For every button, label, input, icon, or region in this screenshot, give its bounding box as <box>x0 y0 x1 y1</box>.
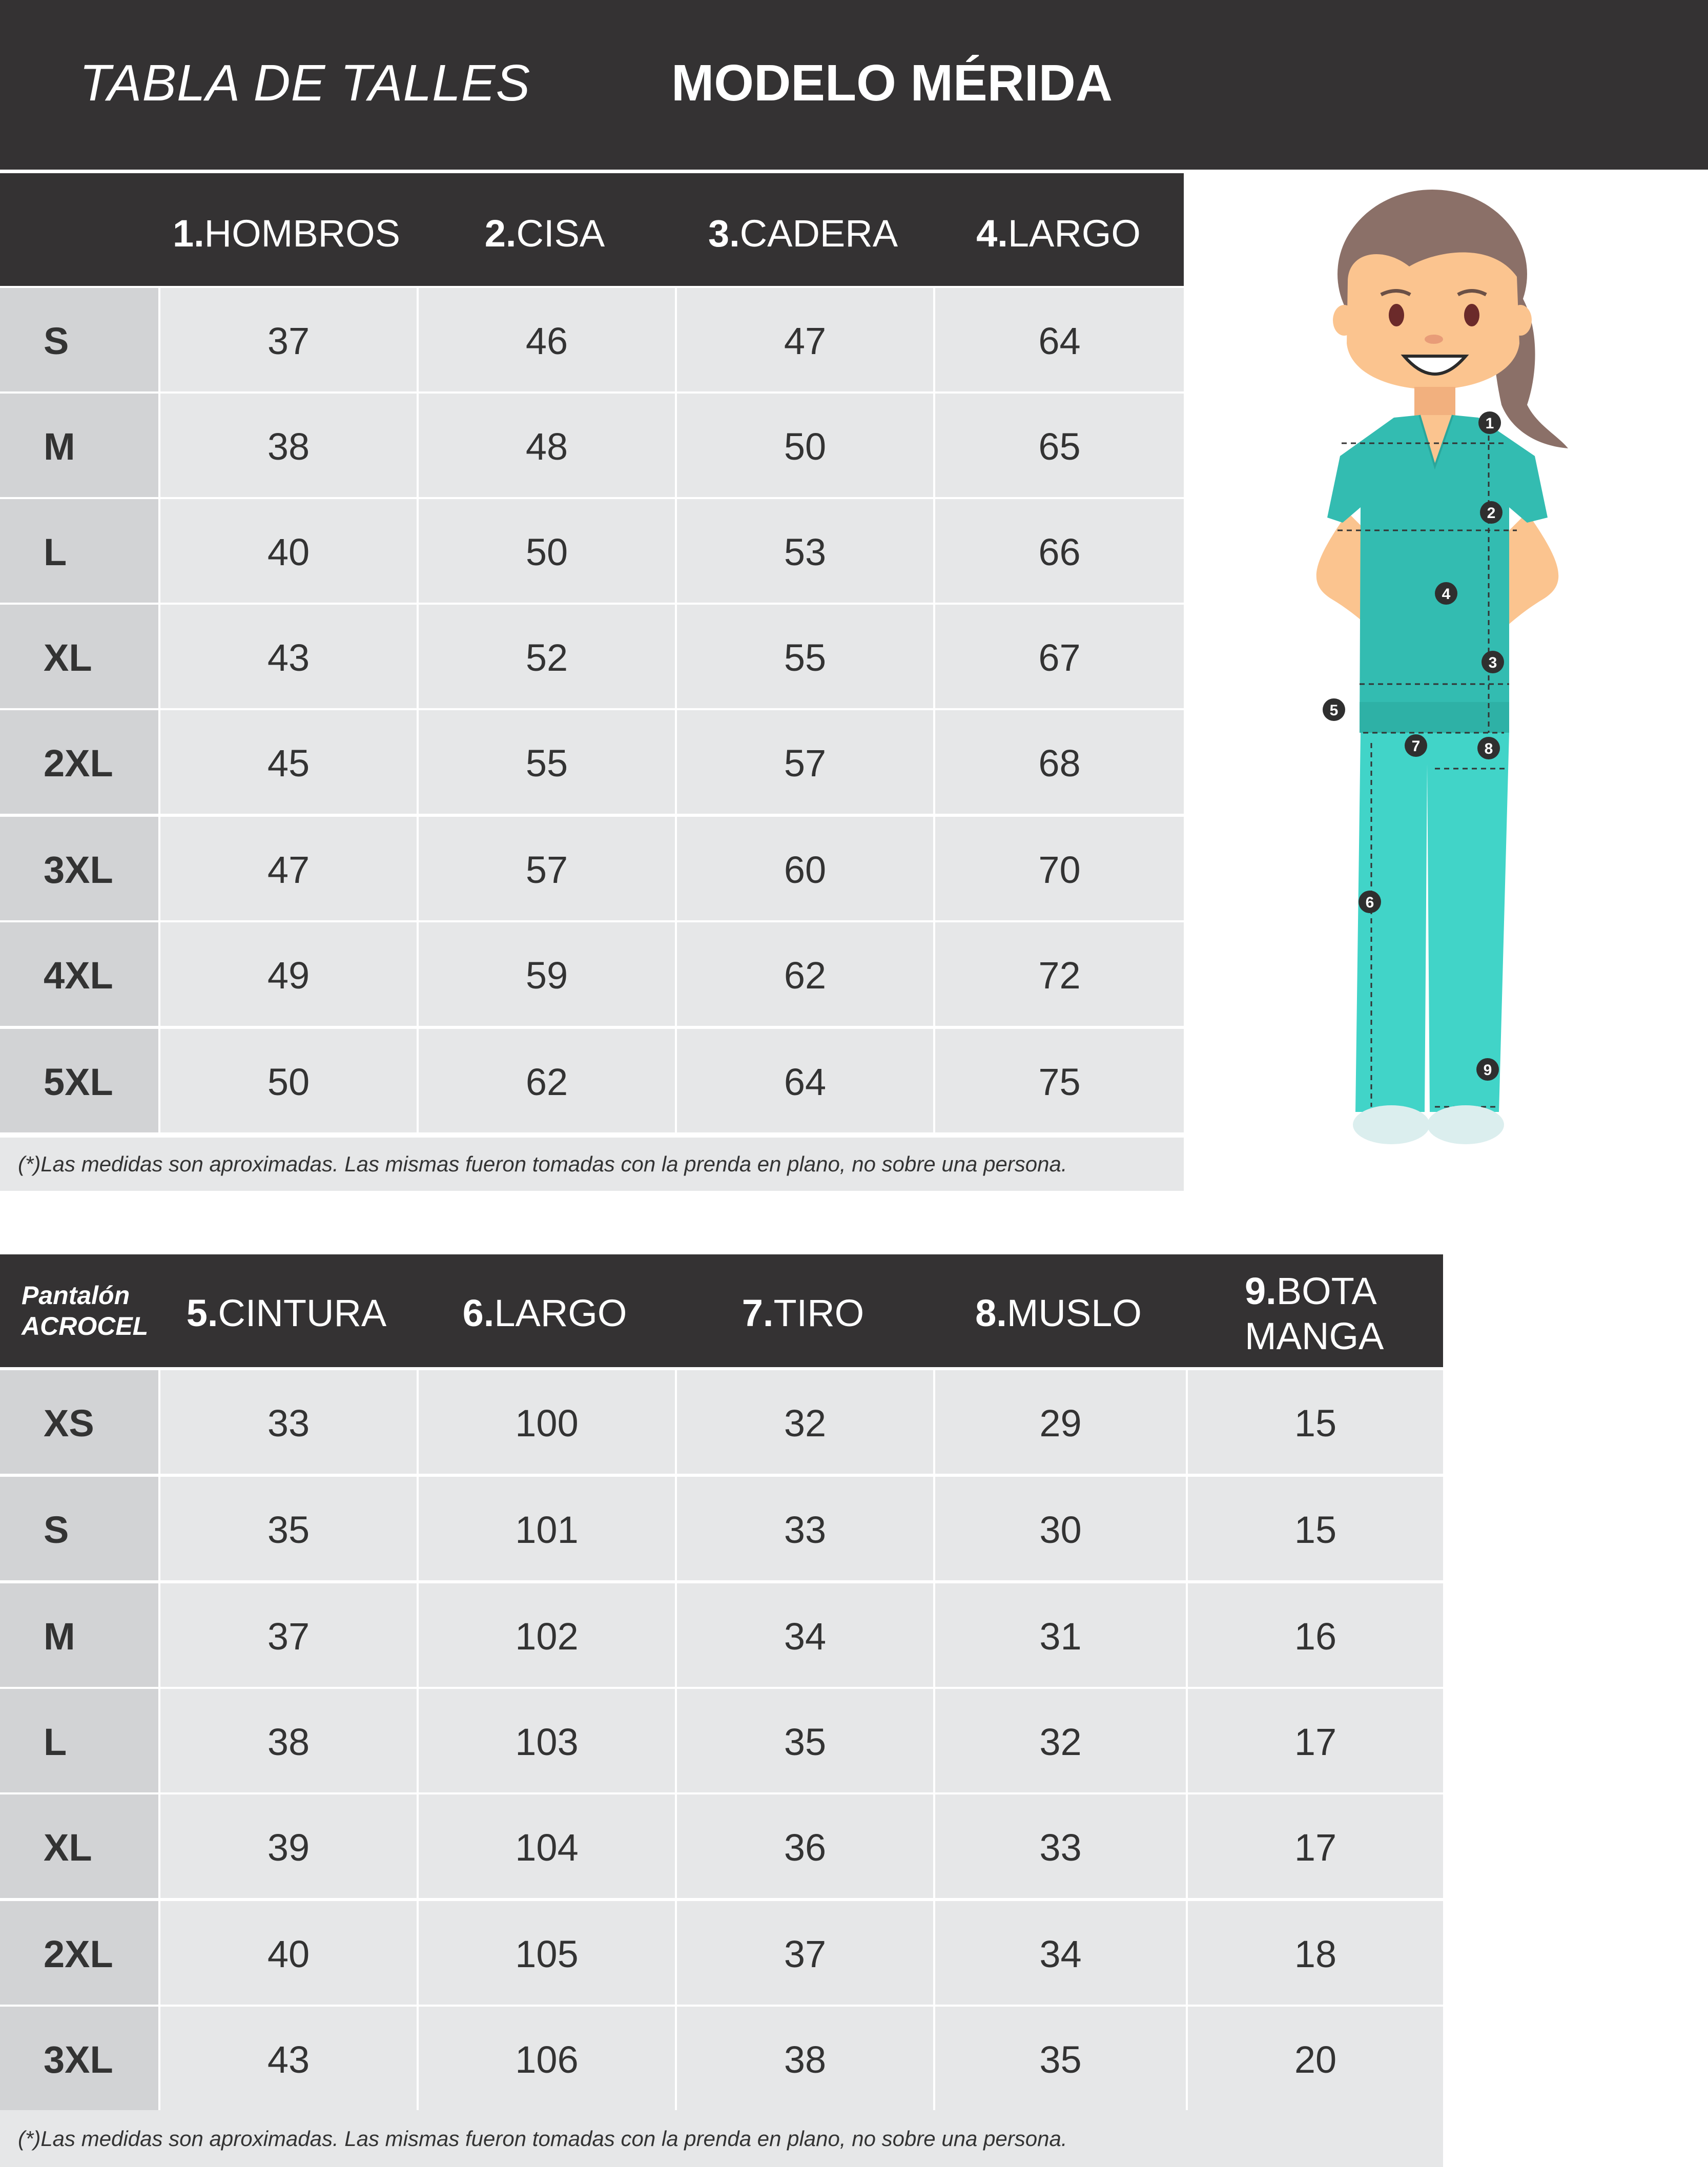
table-cell <box>1188 2007 1443 2110</box>
size-label-cell <box>0 605 158 708</box>
cell-value: 53 <box>784 531 827 573</box>
table-cell <box>677 1794 933 1898</box>
table-cell <box>419 288 675 391</box>
table-cell <box>419 499 675 603</box>
size-label: 5XL <box>44 1061 113 1103</box>
size-label-cell <box>0 710 158 814</box>
cell-value: 43 <box>267 636 310 679</box>
cell-value: 47 <box>267 849 310 891</box>
table-cell <box>160 2007 417 2110</box>
cell-value: 20 <box>1294 2038 1337 2081</box>
table-cell <box>419 710 675 814</box>
table-cell <box>935 2007 1186 2110</box>
table-cell <box>1188 1583 1443 1687</box>
top-table-header <box>0 173 1184 286</box>
table-cell <box>160 1029 417 1132</box>
cell-value: 38 <box>784 2038 827 2081</box>
cell-value: 45 <box>267 742 310 785</box>
measure-marker-9 <box>1476 1058 1499 1081</box>
table-cell <box>677 922 933 1026</box>
cell-value: 33 <box>1039 1826 1082 1869</box>
table-cell <box>935 1689 1186 1792</box>
cell-value: 72 <box>1038 954 1081 997</box>
measure-marker-1 <box>1478 411 1501 434</box>
cell-value: 35 <box>784 1721 827 1763</box>
cell-value: 62 <box>525 1061 568 1103</box>
cell-value: 105 <box>515 1933 579 1975</box>
cell-value: 49 <box>267 954 310 997</box>
table-cell <box>160 922 417 1026</box>
measure-marker-7 <box>1405 734 1427 757</box>
cell-value: 17 <box>1294 1826 1337 1869</box>
table-cell <box>160 710 417 814</box>
size-label-cell <box>0 499 158 603</box>
cell-value: 70 <box>1038 849 1081 891</box>
table-cell <box>160 1901 417 2005</box>
table-cell <box>1188 1794 1443 1898</box>
table-cell <box>677 710 933 814</box>
size-label: 3XL <box>44 849 113 891</box>
top-table-note: (*)Las medidas son aproximadas. Las mismas fueron tomadas con la prenda en plano, no sobre una persona. <box>0 1138 1184 1191</box>
nurse-illustration <box>1250 190 1619 1153</box>
size-label: S <box>44 1509 69 1551</box>
cell-value: 33 <box>784 1509 827 1551</box>
pants <box>1355 733 1509 1112</box>
column-header-cintura: 5.CINTURA <box>186 1292 387 1334</box>
table-cell <box>1188 1370 1443 1474</box>
chart-title: TABLA DE TALLES <box>79 54 531 112</box>
size-label: XL <box>44 636 92 679</box>
column-header-hombros: 1.HOMBROS <box>172 212 401 255</box>
cell-value: 33 <box>267 1402 310 1444</box>
table-cell <box>677 1901 933 2005</box>
table-cell <box>935 288 1184 391</box>
size-label: 3XL <box>44 2038 113 2081</box>
cell-value: 15 <box>1294 1509 1337 1551</box>
size-label-cell <box>0 2007 158 2110</box>
cell-value: 68 <box>1038 742 1081 785</box>
cell-value: 50 <box>267 1061 310 1103</box>
size-label-cell <box>0 1029 158 1132</box>
header-bar <box>0 0 1708 170</box>
cell-value: 32 <box>784 1402 827 1444</box>
measure-marker-8 <box>1477 737 1500 759</box>
table-cell <box>419 1583 675 1687</box>
cell-value: 66 <box>1038 531 1081 573</box>
cell-value: 106 <box>515 2038 579 2081</box>
table-cell <box>677 394 933 497</box>
table-cell <box>160 1794 417 1898</box>
cell-value: 59 <box>525 954 568 997</box>
size-label-cell <box>0 288 158 391</box>
svg-text:7: 7 <box>1411 738 1421 755</box>
table-cell <box>677 605 933 708</box>
size-label: L <box>44 1721 67 1763</box>
measure-marker-5 <box>1323 698 1345 721</box>
table-cell <box>419 1794 675 1898</box>
size-label: S <box>44 320 69 362</box>
shoe-left <box>1353 1105 1430 1144</box>
table-cell <box>677 1029 933 1132</box>
cell-value: 29 <box>1039 1402 1082 1444</box>
measure-marker-2 <box>1480 501 1503 524</box>
table-cell <box>419 1477 675 1580</box>
cell-value: 52 <box>525 636 568 679</box>
svg-text:9: 9 <box>1483 1062 1492 1079</box>
cell-value: 50 <box>525 531 568 573</box>
table-cell <box>419 817 675 920</box>
eye-left <box>1389 304 1404 326</box>
table-cell <box>160 1689 417 1792</box>
size-label-cell <box>0 1901 158 2005</box>
table-cell <box>935 1583 1186 1687</box>
cell-value: 67 <box>1038 636 1081 679</box>
table-cell <box>677 288 933 391</box>
cell-value: 32 <box>1039 1721 1082 1763</box>
size-label: M <box>44 1615 75 1658</box>
pants-model-label: Pantalón ACROCEL <box>22 1281 149 1340</box>
table-cell <box>935 1477 1186 1580</box>
cell-value: 30 <box>1039 1509 1082 1551</box>
size-label: 2XL <box>44 742 113 785</box>
size-label-cell <box>0 394 158 497</box>
cell-value: 100 <box>515 1402 579 1444</box>
table-cell <box>677 2007 933 2110</box>
table-cell <box>677 1370 933 1474</box>
table-cell <box>935 817 1184 920</box>
table-cell <box>160 1583 417 1687</box>
size-label: M <box>44 425 75 468</box>
cell-value: 18 <box>1294 1933 1337 1975</box>
svg-text:4: 4 <box>1442 586 1451 603</box>
size-label-cell <box>0 1583 158 1687</box>
cell-value: 39 <box>267 1826 310 1869</box>
model-title: MODELO MÉRIDA <box>671 54 1113 112</box>
cell-value: 55 <box>784 636 827 679</box>
cell-value: 31 <box>1039 1615 1082 1658</box>
cell-value: 37 <box>267 1615 310 1658</box>
table-cell <box>935 605 1184 708</box>
svg-text:1: 1 <box>1485 415 1494 432</box>
shoe-right <box>1427 1105 1504 1144</box>
table-cell <box>677 817 933 920</box>
cell-value: 75 <box>1038 1061 1081 1103</box>
cell-value: 34 <box>1039 1933 1082 1975</box>
table-cell <box>419 922 675 1026</box>
size-label: 2XL <box>44 1933 113 1975</box>
table-cell <box>160 1477 417 1580</box>
table-cell <box>935 1794 1186 1898</box>
table-cell <box>419 1370 675 1474</box>
cell-value: 57 <box>525 849 568 891</box>
cell-value: 34 <box>784 1615 827 1658</box>
table-cell <box>419 605 675 708</box>
bottom-table-header <box>0 1254 1443 1367</box>
cell-value: 37 <box>267 320 310 362</box>
cell-value: 62 <box>784 954 827 997</box>
table-cell <box>419 2007 675 2110</box>
cell-value: 38 <box>267 425 310 468</box>
cell-value: 38 <box>267 1721 310 1763</box>
svg-text:3: 3 <box>1488 654 1497 671</box>
table-cell <box>677 1477 933 1580</box>
cell-value: 15 <box>1294 1402 1337 1444</box>
cell-value: 47 <box>784 320 827 362</box>
table-cell <box>935 1901 1186 2005</box>
table-cell <box>935 394 1184 497</box>
bottom-table-note: (*)Las medidas son aproximadas. Las mismas fueron tomadas con la prenda en plano, no sobre una persona. <box>0 2110 1443 2167</box>
column-header-largo-pantalon: 6.LARGO <box>462 1292 627 1334</box>
size-label-cell <box>0 1794 158 1898</box>
cell-value: 64 <box>1038 320 1081 362</box>
cell-value: 16 <box>1294 1615 1337 1658</box>
cell-value: 65 <box>1038 425 1081 468</box>
table-cell <box>677 1689 933 1792</box>
table-cell <box>1188 1477 1443 1580</box>
size-label: L <box>44 531 67 573</box>
cell-value: 40 <box>267 1933 310 1975</box>
size-label: XS <box>44 1402 94 1444</box>
table-cell <box>677 499 933 603</box>
table-cell <box>419 394 675 497</box>
cell-value: 36 <box>784 1826 827 1869</box>
eye-right <box>1464 304 1479 326</box>
svg-text:6: 6 <box>1365 894 1374 911</box>
svg-text:2: 2 <box>1487 505 1496 522</box>
column-header-cisa: 2.CISA <box>484 212 605 255</box>
cell-value: 103 <box>515 1721 579 1763</box>
cell-value: 102 <box>515 1615 579 1658</box>
size-label-cell <box>0 1370 158 1474</box>
cell-value: 37 <box>784 1933 827 1975</box>
cell-value: 104 <box>515 1826 579 1869</box>
table-cell <box>1188 1901 1443 2005</box>
column-header-bota-manga: 9.BOTA MANGA <box>1245 1270 1384 1357</box>
table-cell <box>935 1029 1184 1132</box>
cell-value: 40 <box>267 531 310 573</box>
table-cell <box>160 394 417 497</box>
cell-value: 55 <box>525 742 568 785</box>
cell-value: 35 <box>267 1509 310 1551</box>
table-cell <box>935 710 1184 814</box>
table-cell <box>160 1370 417 1474</box>
table-cell <box>935 1370 1186 1474</box>
svg-text:8: 8 <box>1484 740 1493 757</box>
cell-value: 50 <box>784 425 827 468</box>
table-cell <box>935 499 1184 603</box>
cell-value: 35 <box>1039 2038 1082 2081</box>
size-label-cell <box>0 922 158 1026</box>
size-label-cell <box>0 817 158 920</box>
cell-value: 43 <box>267 2038 310 2081</box>
column-header-tiro: 7.TIRO <box>742 1292 865 1334</box>
measure-marker-3 <box>1481 651 1504 673</box>
cell-value: 64 <box>784 1061 827 1103</box>
table-cell <box>419 1029 675 1132</box>
size-label-cell <box>0 1477 158 1580</box>
table-cell <box>160 605 417 708</box>
table-cell <box>160 288 417 391</box>
table-cell <box>160 499 417 603</box>
cell-value: 57 <box>784 742 827 785</box>
table-cell <box>160 817 417 920</box>
cell-value: 101 <box>515 1509 579 1551</box>
measure-marker-6 <box>1359 891 1381 913</box>
column-header-muslo: 8.MUSLO <box>975 1292 1142 1334</box>
table-cell <box>419 1901 675 2005</box>
cell-value: 48 <box>525 425 568 468</box>
column-header-largo: 4.LARGO <box>976 212 1141 255</box>
table-cell <box>419 1689 675 1792</box>
size-label-cell <box>0 1689 158 1792</box>
cell-value: 60 <box>784 849 827 891</box>
table-cell <box>677 1583 933 1687</box>
table-cell <box>935 922 1184 1026</box>
table-cell <box>1188 1689 1443 1792</box>
size-label: 4XL <box>44 954 113 997</box>
size-label: XL <box>44 1826 92 1869</box>
cell-value: 46 <box>525 320 568 362</box>
column-header-cadera: 3.CADERA <box>708 212 898 255</box>
cell-value: 17 <box>1294 1721 1337 1763</box>
measure-marker-4 <box>1435 582 1457 605</box>
svg-text:5: 5 <box>1329 702 1339 719</box>
